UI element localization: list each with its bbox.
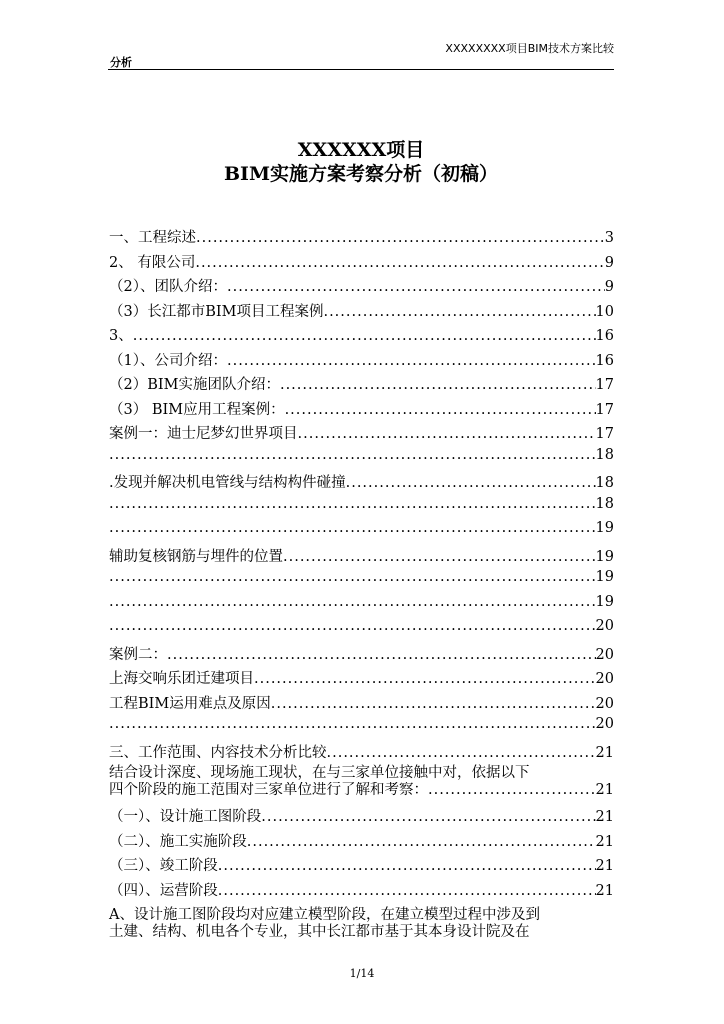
toc-leader-dots <box>280 377 596 393</box>
toc-entry-label: .发现并解决机电管线与结构构件碰撞 <box>109 475 346 491</box>
toc-leader-dots <box>254 671 596 687</box>
toc-entry-page: 19 <box>595 593 614 610</box>
toc-entry-page: 9 <box>604 254 614 271</box>
toc-entry[interactable] <box>109 251 614 276</box>
page-number: 1/14 <box>349 967 375 980</box>
toc-entry[interactable] <box>109 716 614 741</box>
document-title <box>108 138 614 186</box>
toc-entry-page: 19 <box>595 520 614 536</box>
toc-entry-label: （2）、团队介绍： <box>109 279 227 295</box>
toc-entry[interactable] <box>109 569 614 594</box>
toc-leader-dots <box>109 594 596 610</box>
toc-entry-page: 20 <box>595 646 614 663</box>
toc-entry-page: 20 <box>595 618 614 634</box>
toc-entry-page: 17 <box>595 426 614 442</box>
toc-leader-dots <box>196 230 605 246</box>
toc-entry[interactable] <box>109 667 614 692</box>
toc-entry-page: 16 <box>595 328 614 344</box>
toc-leader-dots <box>195 255 604 271</box>
toc-entry[interactable] <box>109 398 614 423</box>
toc-entry[interactable] <box>109 447 614 472</box>
toc-leader-dots <box>327 745 596 761</box>
toc-entry-label: （三）、竣工阶段 <box>109 858 218 874</box>
header-rule <box>108 69 614 70</box>
toc-entry[interactable] <box>109 643 614 668</box>
toc-entry[interactable] <box>109 692 614 717</box>
toc-leader-dots <box>109 618 596 634</box>
toc-entry[interactable] <box>109 471 614 496</box>
toc-entry-page: 20 <box>595 695 614 712</box>
toc-leader-dots <box>218 858 596 874</box>
toc-leader-dots <box>167 647 596 663</box>
toc-entry-label: 案例一：迪士尼梦幻世界项目 <box>109 426 298 442</box>
toc-entry[interactable] <box>109 741 614 766</box>
toc-entry-label: 一、工程综述 <box>109 230 196 246</box>
toc-entry-page: 17 <box>595 377 614 393</box>
header-left-text: 分析 <box>110 56 132 69</box>
toc-entry-page: 21 <box>595 833 614 850</box>
toc-entry-label: （3） BIM应用工程案例： <box>109 401 285 418</box>
toc-entry[interactable] <box>109 854 614 879</box>
toc-leader-dots <box>227 279 605 295</box>
toc-entry-label: 上海交响乐团迁建项目 <box>109 671 254 687</box>
toc-entry[interactable] <box>109 373 614 398</box>
toc-entry[interactable] <box>109 618 614 643</box>
toc-entry-page: 3 <box>604 230 614 246</box>
toc-entry-page: 19 <box>595 569 614 585</box>
toc-leader-dots <box>109 496 596 512</box>
toc-entry[interactable] <box>109 830 614 855</box>
toc-leader-dots <box>285 402 596 418</box>
toc-entry-page: 10 <box>595 303 614 320</box>
toc-entry-label: 工程BIM运用难点及原因 <box>109 695 271 712</box>
toc-entry[interactable] <box>109 520 614 545</box>
title-line-2: BIM实施方案考察分析（初稿） <box>224 163 498 185</box>
toc-entry-page: 21 <box>595 882 614 899</box>
toc-leader-dots <box>346 475 596 491</box>
toc-entry[interactable] <box>109 496 614 521</box>
toc-entry[interactable] <box>109 324 614 349</box>
toc-leader-dots <box>261 809 595 825</box>
toc-entry-label: 辅助复核钢筋与埋件的位置 <box>109 548 283 565</box>
paragraph-line-1: A、设计施工图阶段均对应建立模型阶段，在建立模型过程中涉及到 <box>109 907 540 923</box>
toc-entry[interactable] <box>109 594 614 619</box>
toc-entry[interactable] <box>109 300 614 325</box>
toc-entry-page: 21 <box>595 744 614 761</box>
toc-leader-dots <box>247 834 596 850</box>
toc-entry-page: 9 <box>604 279 614 295</box>
toc-leader-dots <box>218 883 596 899</box>
toc-leader-dots <box>109 520 596 536</box>
toc-entry-page: 18 <box>595 495 614 512</box>
toc-entry-label: （二）、施工实施阶段 <box>109 833 247 850</box>
toc-entry-label: （四）、运营阶段 <box>109 882 218 899</box>
toc-entry-label: （3）长江都市BIM项目工程案例 <box>109 303 324 320</box>
toc-entry-page: 21 <box>595 809 614 825</box>
toc-multiline-text-1: 结合设计深度、现场施工现状，在与三家单位接触中对，依据以下 <box>109 765 530 781</box>
toc-entry[interactable] <box>109 545 614 570</box>
toc-entry[interactable] <box>109 805 614 830</box>
toc-entry-label: 3、 <box>109 328 133 344</box>
toc-leader-dots <box>283 549 596 565</box>
toc-leader-dots <box>109 569 596 585</box>
toc-leader-dots <box>109 716 596 732</box>
toc-entry[interactable] <box>109 275 614 300</box>
header-right-text: XXXXXXXX项目BIM技术方案比较 <box>445 42 614 55</box>
toc-entry-page: 18 <box>595 446 614 463</box>
toc-entry-page: 20 <box>595 716 614 732</box>
toc-leader-dots <box>428 782 596 799</box>
toc-entry[interactable] <box>109 422 614 447</box>
toc-entry-page: 16 <box>595 352 614 369</box>
toc-leader-dots <box>298 426 596 442</box>
toc-entry-page: 19 <box>595 548 614 565</box>
toc-entry-page: 17 <box>595 401 614 418</box>
toc-multiline-page: 21 <box>595 782 614 798</box>
toc-leader-dots <box>271 696 596 712</box>
toc-entry-label: 案例二： <box>109 646 167 663</box>
table-of-contents <box>109 226 614 941</box>
toc-leader-dots <box>109 447 596 463</box>
toc-entry-page: 18 <box>595 475 614 491</box>
toc-leader-dots <box>227 353 596 369</box>
paragraph-line-2: 土建、结构、机电各个专业，其中长江都市基于其本身设计院及在 <box>109 924 530 940</box>
toc-entry-label: 2、 有限公司 <box>109 254 196 271</box>
toc-entry[interactable] <box>109 226 614 251</box>
toc-leader-dots <box>323 304 595 320</box>
toc-entry[interactable] <box>109 879 614 904</box>
toc-multiline-text-2: 四个阶段的施工范围对三家单位进行了解和考察： <box>109 782 428 798</box>
toc-entry-label: （2）BIM实施团队介绍： <box>109 377 280 393</box>
toc-entry-page: 20 <box>595 671 614 687</box>
toc-entry-label: 三、工作范围、内容技术分析比较 <box>109 744 327 761</box>
toc-entry-label: （1）、公司介绍： <box>109 352 227 369</box>
title-line-1: XXXXXX项目 <box>297 139 425 161</box>
toc-entry-page: 21 <box>595 858 614 874</box>
toc-leader-dots <box>133 328 596 344</box>
toc-entry[interactable] <box>109 349 614 374</box>
toc-multiline-entry[interactable] <box>109 765 614 799</box>
body-paragraph <box>109 907 614 941</box>
toc-entry-label: （一）、设计施工图阶段 <box>109 809 262 825</box>
